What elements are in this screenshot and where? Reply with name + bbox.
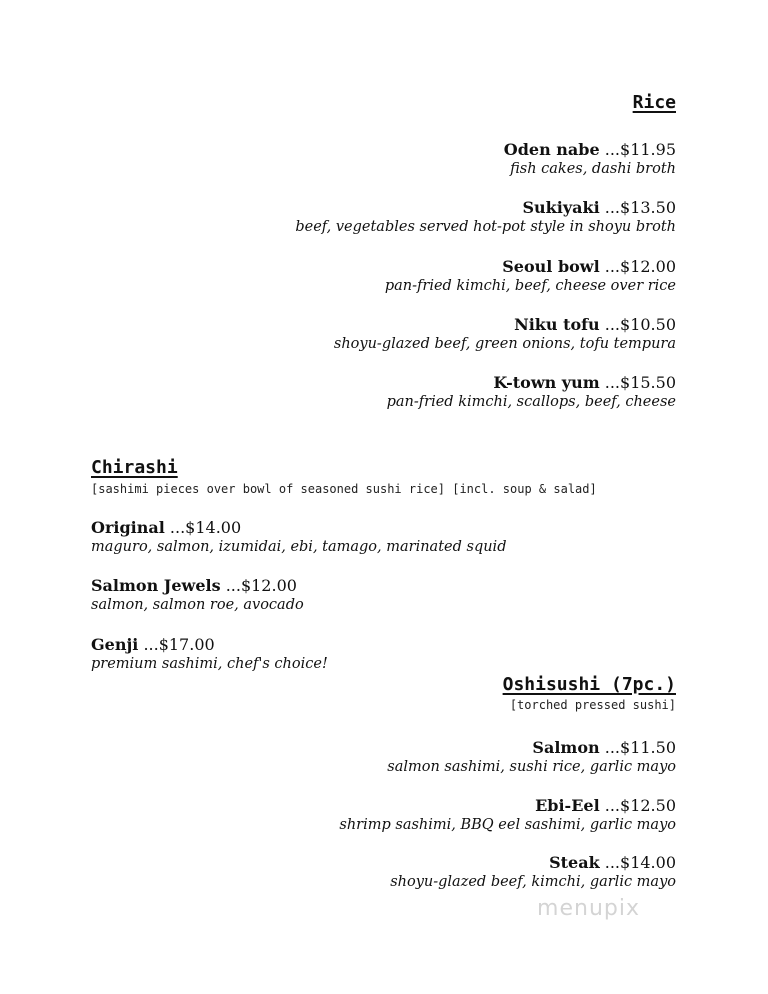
- item-name: Sukiyaki: [522, 198, 600, 217]
- item-price: ...$12.00: [604, 257, 676, 276]
- menu-item-k-town-yum: [387, 373, 676, 412]
- menu-item-niku-tofu: [334, 315, 676, 354]
- menu-item-oden-nabe: [504, 140, 676, 179]
- item-name: Salmon: [532, 738, 600, 757]
- item-name: Niku tofu: [514, 315, 600, 334]
- item-price: ...$14.00: [169, 518, 242, 537]
- menu-item-original: [91, 518, 506, 557]
- menu-item-sukiyaki: [295, 198, 676, 237]
- item-description: shrimp sashimi, BBQ eel sashimi, garlic mayo: [339, 817, 676, 833]
- item-description: beef, vegetables served hot-pot style in shoyu broth: [295, 219, 676, 235]
- menu-item-salmon: [387, 738, 676, 777]
- menu-item-ebi-eel: [339, 796, 676, 835]
- item-name: Ebi-Eel: [535, 796, 600, 815]
- item-description: salmon, salmon roe, avocado: [91, 597, 304, 613]
- section-title-chirashi: Chirashi: [91, 457, 178, 478]
- item-description: fish cakes, dashi broth: [510, 161, 676, 177]
- item-description: salmon sashimi, sushi rice, garlic mayo: [387, 759, 676, 775]
- item-price: ...$15.50: [604, 373, 676, 392]
- item-name: Seoul bowl: [502, 257, 600, 276]
- item-price: ...$14.00: [604, 853, 676, 872]
- item-name: Original: [91, 518, 165, 537]
- item-price: ...$10.50: [604, 315, 676, 334]
- menu-item-seoul-bowl: [385, 257, 676, 296]
- item-name: K-town yum: [493, 373, 600, 392]
- item-description: shoyu-glazed beef, green onions, tofu tempura: [333, 336, 676, 352]
- section-note-chirashi: [sashimi pieces over bowl of seasoned sushi rice] [incl. soup & salad]: [91, 482, 597, 496]
- menu-item-genji: [91, 635, 328, 674]
- section-title-rice: Rice: [632, 92, 676, 113]
- item-name: Oden nabe: [503, 140, 600, 159]
- item-description: pan-fried kimchi, beef, cheese over rice: [384, 278, 676, 294]
- item-description: shoyu-glazed beef, kimchi, garlic mayo: [390, 874, 676, 890]
- item-price: ...$12.00: [225, 576, 297, 595]
- item-price: ...$17.00: [143, 635, 215, 654]
- menupix-watermark: menupix: [537, 896, 640, 921]
- item-price: ...$13.50: [604, 198, 676, 217]
- item-price: ...$12.50: [604, 796, 676, 815]
- item-price: ...$11.95: [604, 140, 676, 159]
- section-note-oshisushi: [torched pressed sushi]: [509, 698, 676, 712]
- item-price: ...$11.50: [604, 738, 676, 757]
- item-description: pan-fried kimchi, scallops, beef, cheese: [386, 394, 676, 410]
- section-title-oshisushi: Oshisushi (7pc.): [502, 674, 676, 695]
- menu-item-steak: [390, 853, 676, 892]
- item-name: Genji: [91, 635, 139, 654]
- menu-item-salmon-jewels: [91, 576, 304, 615]
- item-name: Steak: [549, 853, 600, 872]
- item-name: Salmon Jewels: [91, 576, 221, 595]
- item-description: maguro, salmon, izumidai, ebi, tamago, marinated squid: [91, 539, 507, 555]
- item-description: premium sashimi, chef's choice!: [91, 656, 328, 672]
